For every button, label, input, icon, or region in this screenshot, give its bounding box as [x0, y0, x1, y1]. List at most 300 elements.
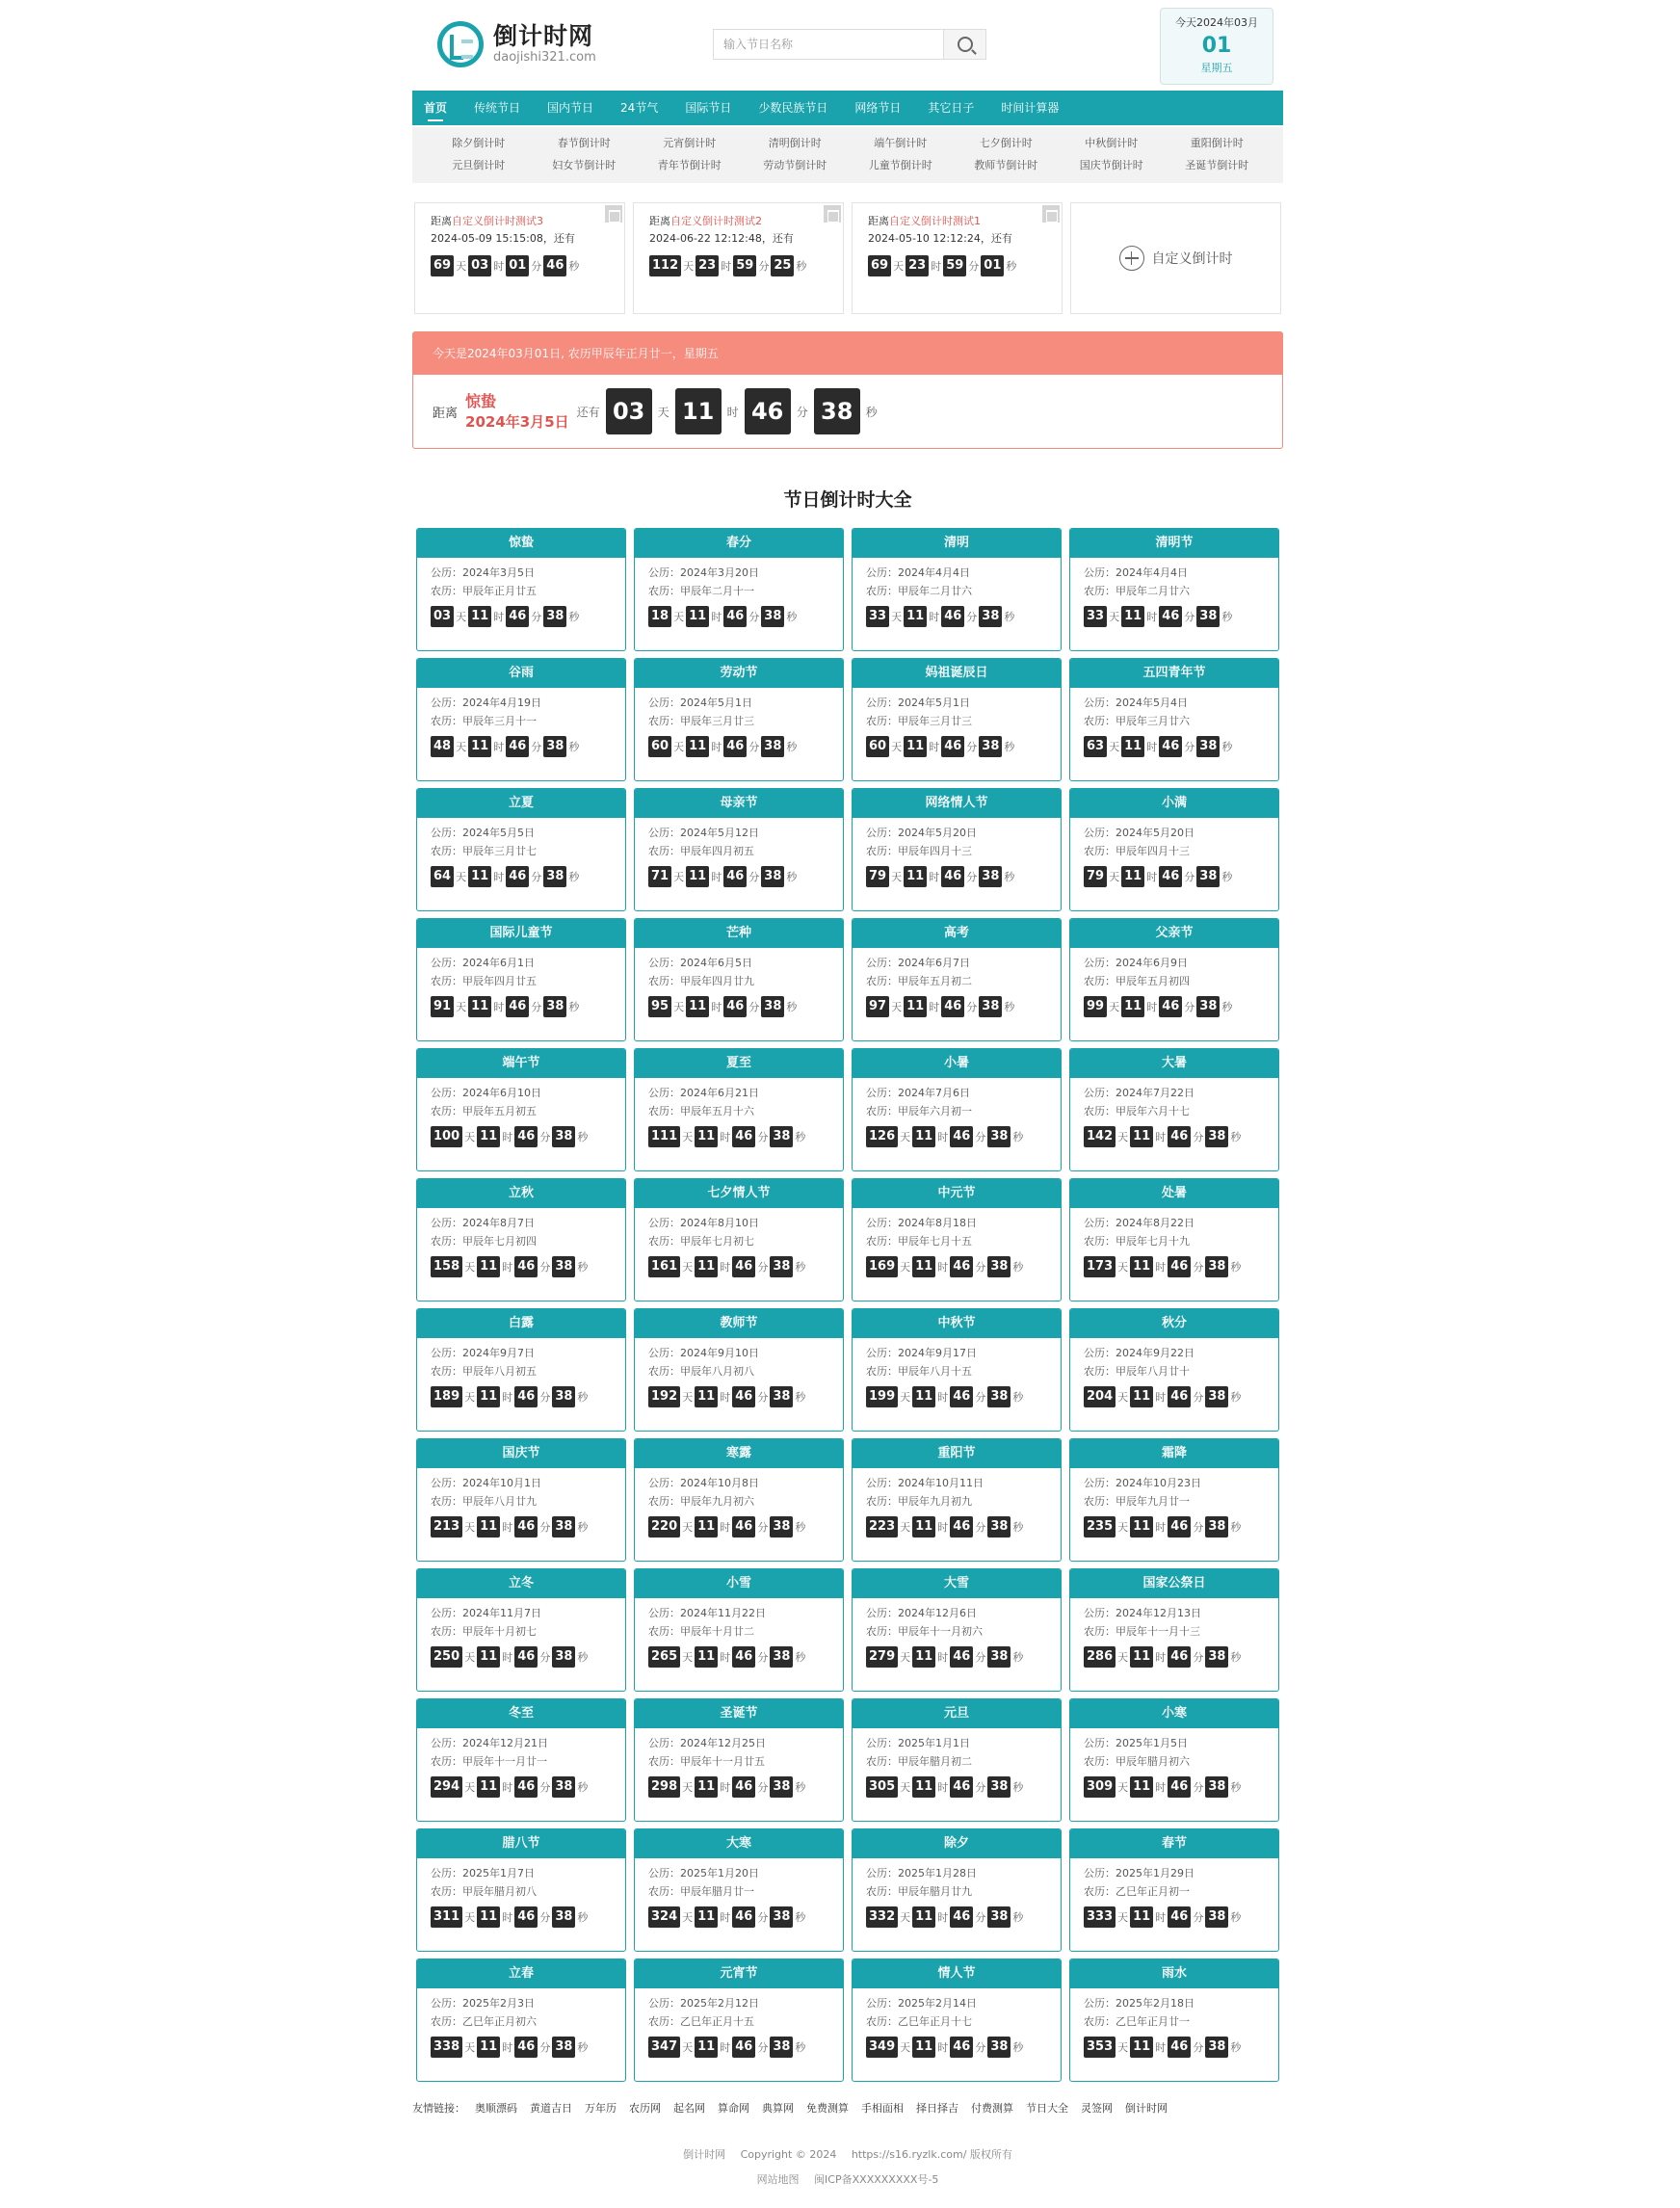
festival-name[interactable]: 夏至 — [635, 1049, 843, 1078]
countdown-m: 46 — [514, 1906, 538, 1928]
festival-name[interactable]: 处暑 — [1070, 1179, 1278, 1208]
unit-d: 天 — [682, 1911, 694, 1924]
festival-name[interactable]: 芒种 — [635, 919, 843, 948]
custom-countdown-card[interactable] — [633, 202, 844, 314]
festival-solar-date: 公历：2025年1月29日 — [1084, 1867, 1194, 1879]
festival-name[interactable]: 冬至 — [417, 1699, 625, 1728]
festival-card[interactable] — [852, 918, 1062, 1041]
unit-m: 分 — [1193, 1781, 1204, 1794]
countdown-h: 11 — [468, 606, 491, 627]
festival-lunar-date: 农历：甲辰年七月十五 — [866, 1235, 972, 1248]
festival-body — [417, 948, 625, 1017]
festival-name[interactable]: 寒露 — [635, 1439, 843, 1468]
festival-countdown — [648, 866, 829, 887]
countdown-m: 46 — [941, 996, 964, 1017]
unit-m: 分 — [757, 1781, 769, 1794]
countdown-h: 11 — [912, 1646, 935, 1668]
logo-title: 倒计时网 — [493, 22, 594, 50]
unit-h: 时 — [1155, 1391, 1167, 1404]
festival-card[interactable] — [634, 1438, 844, 1562]
festival-body — [635, 1988, 843, 2058]
countdown-d: 338 — [431, 2037, 462, 2058]
trash-icon[interactable] — [1042, 205, 1060, 223]
festival-card[interactable] — [416, 1178, 626, 1301]
festival-body — [1070, 558, 1278, 627]
trash-icon[interactable] — [605, 205, 622, 223]
unit-d: 天 — [1117, 1391, 1129, 1404]
festival-card[interactable] — [852, 788, 1062, 911]
subnav-item[interactable]: 七夕倒计时 — [979, 137, 1033, 149]
countdown-s: 38 — [552, 1256, 575, 1277]
unit-s: 秒 — [1004, 611, 1015, 623]
nav-item[interactable]: 网络节日 — [854, 101, 902, 115]
festival-body — [853, 1988, 1061, 2058]
festival-name[interactable]: 立秋 — [417, 1179, 625, 1208]
friend-link[interactable]: 奥顺漂码 — [475, 2102, 517, 2115]
festival-solar-date: 公历：2025年1月1日 — [866, 1737, 970, 1749]
countdown-m: 46 — [506, 606, 529, 627]
friend-link[interactable]: 免费测算 — [806, 2102, 849, 2115]
festival-card[interactable] — [634, 1958, 844, 2082]
custom-title — [431, 213, 609, 230]
unit-d: 天 — [682, 1391, 694, 1404]
festival-name[interactable]: 元宵节 — [635, 1959, 843, 1988]
unit-m: 分 — [975, 2041, 986, 2054]
friend-link[interactable]: 节日大全 — [1026, 2102, 1068, 2115]
subnav-item[interactable]: 教师节倒计时 — [974, 159, 1038, 171]
subnav-item[interactable]: 清明倒计时 — [768, 137, 822, 149]
festival-name[interactable]: 小雪 — [635, 1569, 843, 1598]
nav-item[interactable]: 国际节日 — [685, 101, 732, 115]
search-input[interactable] — [714, 30, 943, 59]
festival-solar-date: 公历：2024年12月6日 — [866, 1607, 977, 1619]
festival-card[interactable] — [1069, 1698, 1279, 1822]
unit-h: 时 — [1155, 1651, 1167, 1664]
festival-name[interactable]: 谷雨 — [417, 659, 625, 688]
festival-countdown — [431, 1516, 612, 1538]
custom-name: 自定义倒计时测试3 — [452, 215, 543, 227]
countdown-d: 324 — [648, 1906, 680, 1928]
festival-name[interactable]: 妈祖诞辰日 — [853, 659, 1061, 688]
footer-sitemap[interactable]: 网站地图 — [756, 2173, 800, 2186]
unit-s: 秒 — [1221, 1001, 1233, 1013]
festival-solar-date: 公历：2024年8月18日 — [866, 1217, 977, 1229]
unit-h: 时 — [937, 1911, 949, 1924]
subnav-item[interactable]: 国庆节倒计时 — [1079, 159, 1143, 171]
festival-lunar-date: 农历：甲辰年五月初四 — [1084, 975, 1190, 987]
festival-card[interactable] — [1069, 1308, 1279, 1432]
unit-s: 秒 — [796, 260, 807, 273]
unit-h: 时 — [493, 1001, 505, 1013]
festival-solar-date: 公历：2024年8月7日 — [431, 1217, 535, 1229]
festival-card[interactable] — [416, 1438, 626, 1562]
festival-name[interactable]: 大寒 — [635, 1829, 843, 1858]
festival-card[interactable] — [416, 1048, 626, 1171]
festival-name[interactable]: 雨水 — [1070, 1959, 1278, 1988]
festival-name[interactable]: 除夕 — [853, 1829, 1061, 1858]
festival-name[interactable]: 清明节 — [1070, 529, 1278, 558]
festival-countdown — [431, 1646, 612, 1668]
festival-countdown — [648, 1256, 829, 1277]
unit-m: 分 — [1193, 1131, 1204, 1143]
festival-card[interactable] — [416, 1308, 626, 1432]
festival-card[interactable] — [852, 658, 1062, 781]
today-day: 01 — [1201, 34, 1232, 58]
festival-card[interactable] — [416, 658, 626, 781]
festival-name[interactable]: 春节 — [1070, 1829, 1278, 1858]
festival-card[interactable] — [852, 1698, 1062, 1822]
festival-solar-date: 公历：2025年2月14日 — [866, 1997, 977, 2010]
countdown-d: 79 — [1084, 866, 1107, 887]
festival-name[interactable]: 七夕情人节 — [635, 1179, 843, 1208]
countdown-m: 46 — [1168, 1256, 1191, 1277]
footer-copyright: Copyright © 2024 — [740, 2148, 837, 2161]
search-button[interactable] — [943, 30, 985, 59]
unit-d: 天 — [673, 611, 685, 623]
countdown-s: 38 — [552, 1516, 575, 1538]
countdown-m: 46 — [1159, 866, 1182, 887]
today-banner-header: 今天是2024年03月01日, 农历甲辰年正月廿一，星期五 — [413, 332, 1282, 375]
festival-lunar-date: 农历：甲辰年六月十七 — [1084, 1105, 1190, 1117]
unit-h: 时 — [711, 1001, 722, 1013]
festival-lunar-date: 农历：乙巳年正月十七 — [866, 2015, 972, 2028]
festival-body — [417, 1988, 625, 2058]
festival-card[interactable] — [1069, 1958, 1279, 2082]
subnav-item[interactable]: 重阳倒计时 — [1190, 137, 1244, 149]
subnav-item[interactable]: 中秋倒计时 — [1085, 137, 1139, 149]
subnav-item[interactable]: 端午倒计时 — [874, 137, 928, 149]
festival-solar-date: 公历：2024年6月9日 — [1084, 957, 1188, 969]
festival-name[interactable]: 立夏 — [417, 789, 625, 818]
countdown-d: 63 — [1084, 736, 1107, 757]
countdown-s: 38 — [770, 1386, 793, 1407]
unit-h: 时 — [937, 1131, 949, 1143]
footer-icp[interactable]: 闽ICP备XXXXXXXXX号-5 — [814, 2173, 939, 2186]
festival-card[interactable] — [416, 1828, 626, 1952]
countdown-s: 38 — [987, 1646, 1011, 1668]
festival-name[interactable]: 立春 — [417, 1959, 625, 1988]
friend-link[interactable]: 手相面相 — [861, 2102, 904, 2115]
festival-card[interactable] — [852, 1828, 1062, 1952]
festival-solar-date: 公历：2025年2月18日 — [1084, 1997, 1194, 2010]
unit-d: 天 — [464, 1521, 476, 1534]
nav-item[interactable]: 时间计算器 — [1001, 101, 1060, 115]
unit-h: 时 — [931, 260, 942, 273]
countdown-h: 11 — [904, 606, 927, 627]
countdown-d: 349 — [866, 2037, 898, 2058]
friend-link[interactable]: 万年历 — [585, 2102, 617, 2115]
unit-h: 时 — [937, 1261, 949, 1274]
countdown-m: 46 — [1168, 1646, 1191, 1668]
festival-name[interactable]: 大雪 — [853, 1569, 1061, 1598]
subnav-item[interactable]: 儿童节倒计时 — [868, 159, 932, 171]
countdown-s: 38 — [552, 1126, 575, 1147]
festival-countdown — [1084, 1126, 1265, 1147]
today-month: 今天2024年03月 — [1175, 16, 1258, 29]
unit-h: 时 — [502, 1131, 513, 1143]
festival-name[interactable]: 中元节 — [853, 1179, 1061, 1208]
countdown-s: 38 — [1205, 1386, 1228, 1407]
festival-name[interactable]: 国际儿童节 — [417, 919, 625, 948]
festival-card[interactable] — [634, 658, 844, 781]
unit-d: 天 — [464, 1911, 476, 1924]
festival-countdown — [866, 606, 1047, 627]
friend-link[interactable]: 倒计时网 — [1125, 2102, 1168, 2115]
countdown-d: 204 — [1084, 1386, 1116, 1407]
today-minutes: 46 — [745, 388, 791, 434]
festival-countdown — [1084, 1646, 1265, 1668]
festival-card[interactable] — [416, 528, 626, 651]
festival-card[interactable] — [416, 788, 626, 911]
festival-countdown — [431, 1126, 612, 1147]
festival-card[interactable] — [1069, 528, 1279, 651]
subnav-item[interactable]: 春节倒计时 — [557, 137, 611, 149]
subnav-item[interactable]: 劳动节倒计时 — [763, 159, 827, 171]
countdown-m: 46 — [1159, 606, 1182, 627]
unit-h: 时 — [720, 1261, 731, 1274]
festival-name[interactable]: 春分 — [635, 529, 843, 558]
festival-name[interactable]: 秋分 — [1070, 1309, 1278, 1338]
unit-d: 天 — [900, 1261, 911, 1274]
festival-name[interactable]: 劳动节 — [635, 659, 843, 688]
festival-lunar-date: 农历：甲辰年八月十五 — [866, 1365, 972, 1378]
festival-name[interactable]: 重阳节 — [853, 1439, 1061, 1468]
festival-name[interactable]: 腊八节 — [417, 1829, 625, 1858]
festival-name[interactable]: 情人节 — [853, 1959, 1061, 1988]
today-countdown — [413, 375, 1282, 448]
search-bar — [713, 29, 986, 60]
festival-card[interactable] — [1069, 788, 1279, 911]
friend-link[interactable]: 灵签网 — [1081, 2102, 1113, 2115]
countdown-s: 38 — [987, 1906, 1011, 1928]
countdown-s: 38 — [770, 1646, 793, 1668]
festival-card[interactable] — [852, 528, 1062, 651]
festival-countdown — [1084, 996, 1265, 1017]
festival-card[interactable] — [852, 1438, 1062, 1562]
festival-card[interactable] — [852, 1178, 1062, 1301]
festival-lunar-date: 农历：甲辰年四月初五 — [648, 845, 754, 857]
friend-link[interactable]: 起名网 — [673, 2102, 705, 2115]
festival-name[interactable]: 中秋节 — [853, 1309, 1061, 1338]
countdown-h: 11 — [477, 1906, 500, 1928]
unit-s: 秒 — [795, 1911, 806, 1924]
festival-card[interactable] — [634, 1308, 844, 1432]
custom-countdown-card[interactable] — [852, 202, 1063, 314]
unit-d: 天 — [1117, 1651, 1129, 1664]
unit-m: 分 — [975, 1651, 986, 1664]
festival-lunar-date: 农历：甲辰年二月廿六 — [1084, 585, 1190, 597]
festival-card[interactable] — [634, 1698, 844, 1822]
festival-card[interactable] — [634, 1568, 844, 1692]
unit-s: 秒 — [568, 741, 580, 753]
unit-m: 分 — [531, 260, 542, 273]
festival-solar-date: 公历：2024年8月10日 — [648, 1217, 759, 1229]
festival-name[interactable]: 小满 — [1070, 789, 1278, 818]
festival-card[interactable] — [416, 1958, 626, 2082]
festival-card[interactable] — [852, 1958, 1062, 2082]
countdown-m: 46 — [514, 1256, 538, 1277]
unit-d: 天 — [900, 2041, 911, 2054]
festival-card[interactable] — [852, 1048, 1062, 1171]
custom-countdown — [431, 255, 609, 276]
festival-card[interactable] — [1069, 918, 1279, 1041]
festival-card[interactable] — [1069, 1568, 1279, 1692]
festival-card[interactable] — [416, 1698, 626, 1822]
countdown-s: 38 — [1205, 1516, 1228, 1538]
footer-site[interactable]: 倒计时网 — [683, 2148, 726, 2161]
unit-s: 秒 — [577, 1261, 589, 1274]
festival-name[interactable]: 端午节 — [417, 1049, 625, 1078]
countdown-m: 46 — [514, 2037, 538, 2058]
festival-name[interactable]: 立冬 — [417, 1569, 625, 1598]
countdown-h: 11 — [912, 1516, 935, 1538]
countdown-m: 46 — [732, 1516, 755, 1538]
countdown-d: 333 — [1084, 1906, 1116, 1928]
festival-lunar-date: 农历：甲辰年八月廿十 — [1084, 1365, 1190, 1378]
festival-card[interactable] — [1069, 658, 1279, 781]
logo[interactable] — [437, 19, 630, 69]
subnav-item[interactable]: 元旦倒计时 — [452, 159, 506, 171]
festival-name[interactable]: 网络情人节 — [853, 789, 1061, 818]
unit-s: 秒 — [786, 1001, 798, 1013]
unit-m: 分 — [975, 1911, 986, 1924]
countdown-m: 46 — [506, 866, 529, 887]
countdown-d: 111 — [648, 1126, 680, 1147]
custom-countdown-card[interactable] — [414, 202, 625, 314]
friend-link[interactable]: 典算网 — [762, 2102, 794, 2115]
festival-lunar-date: 农历：甲辰年三月廿七 — [431, 845, 537, 857]
festival-card[interactable] — [1069, 1048, 1279, 1171]
festival-card[interactable] — [634, 788, 844, 911]
countdown-m: 46 — [732, 1776, 755, 1798]
festival-card[interactable] — [852, 1568, 1062, 1692]
nav-item[interactable]: 其它日子 — [928, 101, 975, 115]
countdown-s: 38 — [770, 1516, 793, 1538]
festival-lunar-date: 农历：甲辰年九月廿一 — [1084, 1495, 1190, 1508]
unit-h: 时 — [937, 1651, 949, 1664]
unit-m: 分 — [975, 1781, 986, 1794]
festival-name[interactable]: 圣诞节 — [635, 1699, 843, 1728]
subnav-item[interactable]: 除夕倒计时 — [452, 137, 506, 149]
festival-card[interactable] — [1069, 1828, 1279, 1952]
nav-item[interactable]: 少数民族节日 — [758, 101, 828, 115]
unit-h: 时 — [1155, 1781, 1167, 1794]
festival-name[interactable]: 清明 — [853, 529, 1061, 558]
festival-lunar-date: 农历：甲辰年腊月初二 — [866, 1755, 972, 1768]
nav-item[interactable]: 传统节日 — [474, 101, 521, 115]
subnav-item[interactable]: 青年节倒计时 — [657, 159, 722, 171]
friend-link[interactable]: 黄道吉日 — [530, 2102, 572, 2115]
festival-card[interactable] — [1069, 1438, 1279, 1562]
countdown-h: 11 — [695, 1776, 718, 1798]
subnav-item[interactable]: 元宵倒计时 — [663, 137, 717, 149]
countdown-m: 46 — [1168, 2037, 1191, 2058]
festival-lunar-date: 农历：甲辰年十一月初六 — [866, 1625, 983, 1638]
festival-solar-date: 公历：2024年5月5日 — [431, 827, 535, 839]
countdown-d: 294 — [431, 1776, 462, 1798]
nav-item[interactable]: 首页 — [424, 91, 447, 125]
friend-link[interactable]: 择日择吉 — [916, 2102, 958, 2115]
festival-card[interactable] — [634, 1828, 844, 1952]
unit-m: 分 — [758, 260, 770, 273]
festival-card[interactable] — [852, 1308, 1062, 1432]
subnav-item[interactable]: 圣诞节倒计时 — [1185, 159, 1249, 171]
festival-name[interactable]: 小寒 — [1070, 1699, 1278, 1728]
nav-item[interactable]: 24节气 — [620, 101, 659, 115]
add-custom-countdown-button[interactable] — [1070, 202, 1281, 314]
festival-name[interactable]: 惊蛰 — [417, 529, 625, 558]
unit-s: 秒 — [577, 2041, 589, 2054]
friend-link[interactable]: 算命网 — [718, 2102, 749, 2115]
festival-countdown — [866, 1256, 1047, 1277]
friend-link[interactable]: 付费测算 — [971, 2102, 1013, 2115]
unit-d: 天 — [891, 741, 903, 753]
festival-name[interactable]: 小暑 — [853, 1049, 1061, 1078]
unit-m: 分 — [531, 741, 542, 753]
festival-solar-date: 公历：2024年12月13日 — [1084, 1607, 1201, 1619]
unit-h: 时 — [502, 1911, 513, 1924]
festival-lunar-date: 农历：甲辰年四月廿五 — [431, 975, 537, 987]
festival-card[interactable] — [634, 1178, 844, 1301]
unit-s: 秒 — [1221, 611, 1233, 623]
unit-s: 秒 — [795, 1781, 806, 1794]
unit-h: 时 — [720, 2041, 731, 2054]
festival-name[interactable]: 霜降 — [1070, 1439, 1278, 1468]
unit-s: 秒 — [568, 1001, 580, 1013]
unit-m: 分 — [531, 611, 542, 623]
today-festival-name[interactable]: 惊蛰 — [465, 392, 497, 410]
festival-body — [635, 1858, 843, 1928]
festival-name[interactable]: 白露 — [417, 1309, 625, 1338]
festival-name[interactable]: 元旦 — [853, 1699, 1061, 1728]
trash-icon[interactable] — [824, 205, 841, 223]
subnav-item[interactable]: 妇女节倒计时 — [552, 159, 617, 171]
festival-name[interactable]: 国庆节 — [417, 1439, 625, 1468]
festival-card[interactable] — [634, 528, 844, 651]
festival-countdown — [431, 606, 612, 627]
countdown-h: 11 — [904, 996, 927, 1017]
countdown-h: 11 — [477, 1126, 500, 1147]
countdown-m: 46 — [950, 1906, 973, 1928]
festival-name[interactable]: 教师节 — [635, 1309, 843, 1338]
festival-name[interactable]: 母亲节 — [635, 789, 843, 818]
festival-card[interactable] — [416, 918, 626, 1041]
festival-name[interactable]: 国家公祭日 — [1070, 1569, 1278, 1598]
festival-card[interactable] — [416, 1568, 626, 1692]
festival-solar-date: 公历：2025年1月5日 — [1084, 1737, 1188, 1749]
countdown-d: 33 — [866, 606, 889, 627]
custom-datetime: 2024-06-22 12:12:48，还有 — [649, 232, 794, 245]
countdown-m: 46 — [506, 736, 529, 757]
nav-item[interactable]: 国内节日 — [547, 101, 594, 115]
festival-name[interactable]: 父亲节 — [1070, 919, 1278, 948]
friend-link[interactable]: 农历网 — [629, 2102, 661, 2115]
countdown-h: 11 — [477, 2037, 500, 2058]
festival-solar-date: 公历：2024年7月6日 — [866, 1087, 970, 1099]
festival-name[interactable]: 高考 — [853, 919, 1061, 948]
festival-countdown — [431, 866, 612, 887]
festival-name[interactable]: 五四青年节 — [1070, 659, 1278, 688]
festival-card[interactable] — [1069, 1178, 1279, 1301]
unit-h: 时 — [502, 1781, 513, 1794]
countdown-s: 38 — [543, 866, 566, 887]
countdown-s: 38 — [1196, 866, 1220, 887]
countdown-d: 305 — [866, 1776, 898, 1798]
festival-name[interactable]: 大暑 — [1070, 1049, 1278, 1078]
festival-card[interactable] — [634, 918, 844, 1041]
unit-h: 时 — [502, 1391, 513, 1404]
festival-card[interactable] — [634, 1048, 844, 1171]
